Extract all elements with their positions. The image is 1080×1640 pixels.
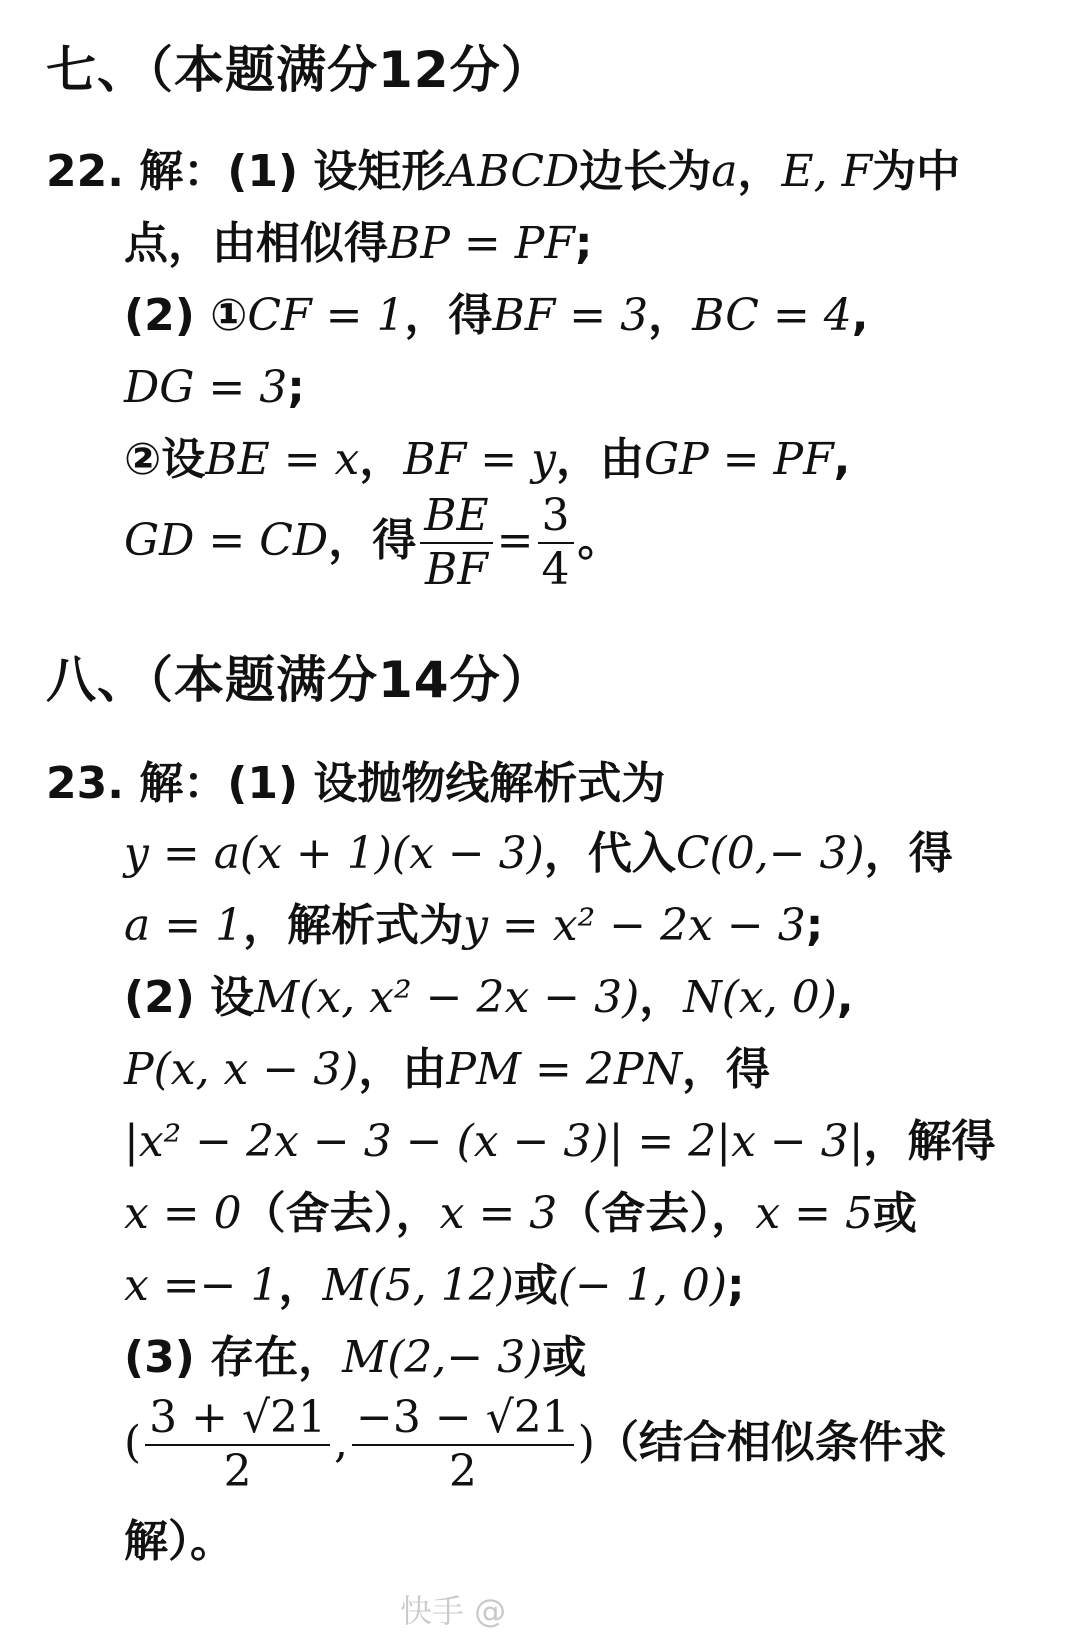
math: =	[496, 515, 534, 566]
q23-line-2	[124, 828, 953, 879]
denominator: 2	[223, 1446, 252, 1497]
text: ，由	[358, 1044, 447, 1095]
math: DG = 3	[124, 362, 288, 413]
text: ，	[278, 1260, 323, 1311]
math: ,	[334, 1417, 349, 1468]
text: ②设	[124, 434, 206, 485]
math: |x² − 2x − 3 − (x − 3)| = 2|x − 3|	[124, 1116, 864, 1167]
q23-line-7	[124, 1188, 917, 1239]
numerator: BE	[420, 494, 492, 544]
math: PM = 2PN	[446, 1044, 682, 1095]
math: y = a(x + 1)(x − 3)	[124, 828, 544, 879]
text: ;	[727, 1260, 745, 1311]
text: ，代入	[543, 828, 676, 879]
math: (	[124, 1417, 142, 1468]
q23-line-3	[124, 900, 824, 951]
math: x = 3	[439, 1188, 558, 1239]
text: ，	[648, 290, 693, 341]
q23-line-10	[124, 1392, 947, 1497]
q22-line-5	[124, 434, 851, 485]
math: a	[711, 146, 738, 197]
math: BE = x	[205, 434, 360, 485]
math: x =− 1	[124, 1260, 279, 1311]
text: 。	[577, 515, 622, 566]
q23-line-8	[124, 1260, 745, 1311]
q22-line-2	[124, 218, 593, 269]
math: M(5, 12)	[322, 1260, 514, 1311]
math: C(0,− 3)	[675, 828, 865, 879]
q23-line-6	[124, 1116, 996, 1167]
section-heading-7: 七、（本题满分12分）	[46, 41, 552, 99]
q22-line-6	[124, 490, 622, 595]
text: ;	[574, 218, 593, 269]
text: 22. 解：(1) 设矩形	[46, 146, 446, 197]
math: BP = PF	[388, 218, 575, 269]
math: x = 5	[755, 1188, 873, 1239]
text: （结合相似条件求	[594, 1417, 947, 1468]
text: 边长为	[579, 146, 712, 197]
text: 或	[542, 1332, 587, 1383]
math: )	[577, 1417, 595, 1468]
math: CF = 1	[247, 290, 405, 341]
math: P(x, x − 3)	[124, 1044, 359, 1095]
q23-line-1: 23. 解：(1) 设抛物线解析式为	[46, 758, 666, 809]
denominator: BF	[425, 544, 488, 595]
text: ，得	[328, 515, 417, 566]
watermark: 快手 @	[400, 1592, 507, 1630]
text: ,	[833, 434, 851, 485]
text: (2) ①	[124, 290, 248, 341]
math: y = x² − 2x − 3	[463, 900, 806, 951]
text: 或	[513, 1260, 558, 1311]
math: GD = CD	[124, 515, 329, 566]
text: ，	[737, 146, 782, 197]
numerator: −3 − √21	[352, 1396, 574, 1446]
text: ;	[805, 900, 824, 951]
text: ;	[287, 362, 305, 413]
math: ABCD	[445, 146, 580, 197]
section-heading-8: 八、（本题满分14分）	[46, 651, 552, 709]
q23-line-11: 解）。	[124, 1516, 234, 1567]
text: （舍去），	[557, 1188, 756, 1239]
fraction-neg3-minus-sqrt21	[352, 1392, 574, 1497]
q23-line-4	[124, 972, 854, 1023]
math: GP = PF	[643, 434, 834, 485]
math: M(2,− 3)	[342, 1332, 543, 1383]
text: ，	[359, 434, 404, 485]
fraction-3-4	[538, 490, 574, 595]
math: BF = 3	[492, 290, 649, 341]
text: ，解析式为	[243, 900, 464, 951]
denominator: 2	[448, 1446, 477, 1497]
q22-line-4	[124, 362, 305, 413]
math: M(x, x² − 2x − 3)	[254, 972, 640, 1023]
text: (3) 存在，	[124, 1332, 343, 1383]
text: ，	[639, 972, 684, 1023]
math: N(x, 0)	[683, 972, 837, 1023]
math: BF = y	[403, 434, 556, 485]
text: ,	[836, 972, 854, 1023]
math: a = 1	[124, 900, 244, 951]
text: ，得	[404, 290, 493, 341]
fraction-3-plus-sqrt21	[145, 1392, 330, 1497]
numerator: 3 + √21	[145, 1396, 330, 1446]
q22-line-3	[124, 290, 869, 341]
text: 或	[872, 1188, 917, 1239]
text: 点，由相似得	[124, 218, 388, 269]
text: ，由	[555, 434, 644, 485]
text: ,	[851, 290, 869, 341]
text: ，得	[681, 1044, 770, 1095]
math: (− 1, 0)	[557, 1260, 728, 1311]
text: (2) 设	[124, 972, 255, 1023]
math: E, F	[781, 146, 873, 197]
text: ，解得	[863, 1116, 996, 1167]
math: x = 0	[124, 1188, 242, 1239]
q22-line-1	[46, 146, 961, 197]
fraction-be-bf	[420, 490, 492, 595]
math: BC = 4	[692, 290, 852, 341]
q23-line-5	[124, 1044, 770, 1095]
q23-line-9	[124, 1332, 587, 1383]
text: （舍去），	[241, 1188, 440, 1239]
text: 为中	[872, 146, 961, 197]
denominator: 4	[541, 544, 570, 595]
numerator: 3	[538, 494, 574, 544]
text: ，得	[864, 828, 953, 879]
